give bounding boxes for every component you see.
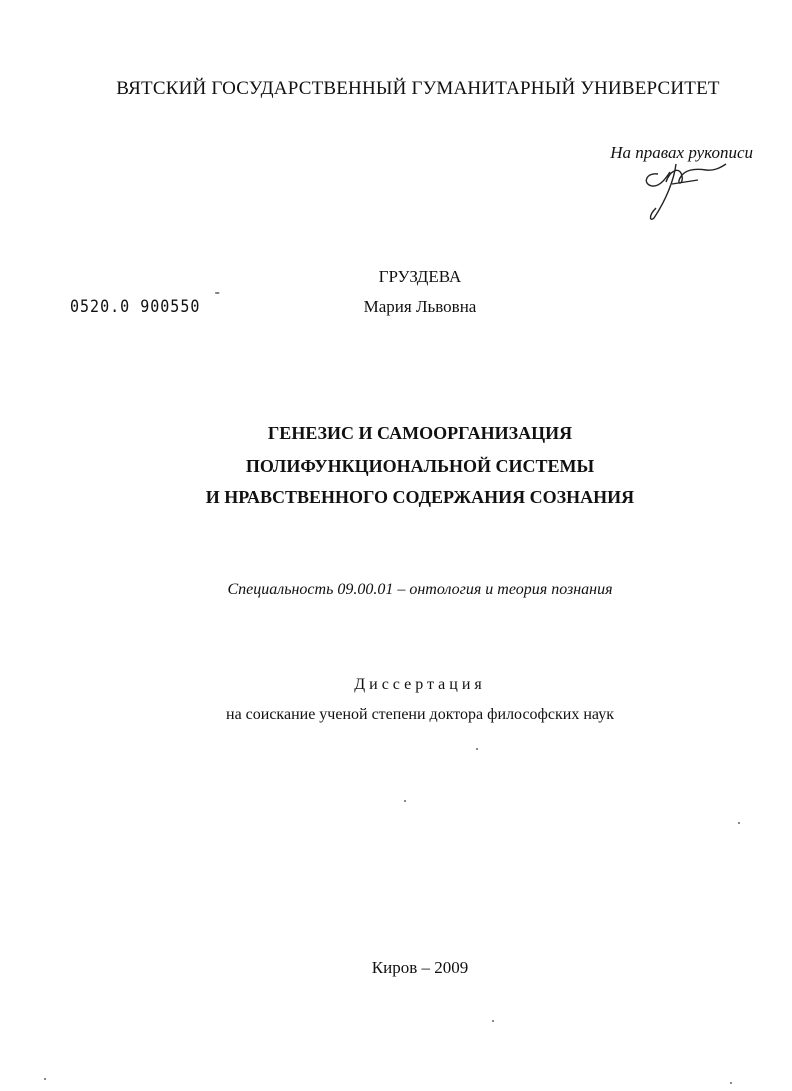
scan-speck <box>492 1020 494 1022</box>
scan-speck <box>738 822 740 824</box>
archive-stamp: 0520.0 900550 <box>70 296 201 317</box>
title-line-2: ПОЛИФУНКЦИОНАЛЬНОЙ СИСТЕМЫ <box>245 456 595 476</box>
scan-speck <box>730 1082 732 1084</box>
author-signature <box>636 160 732 222</box>
title-line-1: ГЕНЕЗИС И САМООРГАНИЗАЦИЯ <box>267 423 573 443</box>
author-given-name: Мария Львовна <box>363 297 477 316</box>
specialty: Специальность 09.00.01 – онтология и теория познания <box>227 581 613 598</box>
scan-speck <box>404 800 406 802</box>
rights-notice: На правах рукописи <box>610 143 753 162</box>
scan-speck <box>476 748 478 750</box>
degree-description: на соискание ученой степени доктора философских наук <box>226 706 614 723</box>
work-type: Диссертация <box>354 676 486 693</box>
university-name: ВЯТСКИЙ ГОСУДАРСТВЕННЫЙ ГУМАНИТАРНЫЙ УНИВЕРСИТЕТ <box>116 78 720 99</box>
scan-speck <box>44 1078 46 1080</box>
stamp-tick: ˉ <box>213 291 222 307</box>
author-surname: ГРУЗДЕВА <box>378 267 462 286</box>
city-year: Киров – 2009 <box>371 958 469 977</box>
title-line-3: И НРАВСТВЕННОГО СОДЕРЖАНИЯ СОЗНАНИЯ <box>205 487 635 507</box>
